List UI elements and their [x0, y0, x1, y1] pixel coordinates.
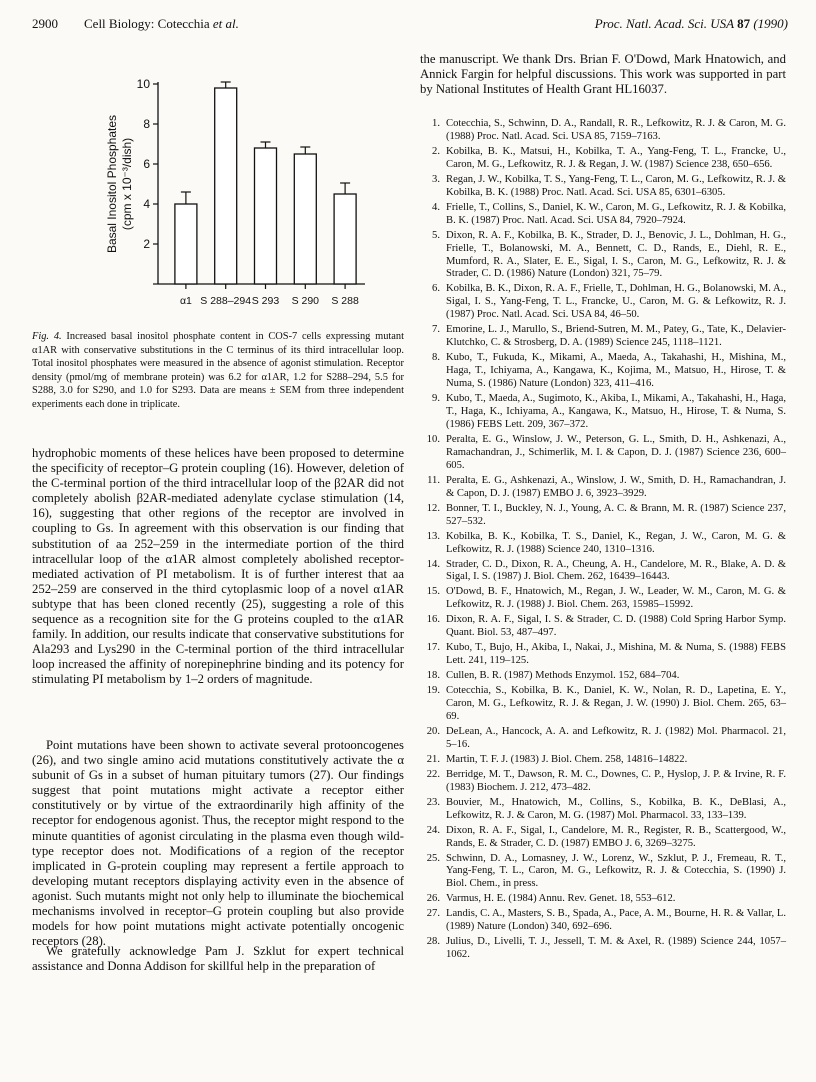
x-tick-label: α1	[179, 295, 192, 307]
reference-text: Cotecchia, S., Schwinn, D. A., Randall, R. R., Lefkowitz, R. J. & Caron, M. G. (1988) Proc. Natl. Acad. Sci. USA 85, 7159–7163.	[446, 118, 786, 142]
reference-item	[424, 586, 786, 612]
reference-item	[424, 614, 786, 640]
reference-number: 11.	[427, 474, 440, 486]
reference-number: 21.	[426, 753, 440, 765]
figure-caption	[32, 330, 404, 412]
running-header	[32, 16, 788, 36]
reference-item	[424, 754, 786, 767]
reference-number: 13.	[426, 530, 440, 542]
bar-4	[334, 194, 356, 284]
reference-item	[424, 825, 786, 851]
reference-number: 16.	[426, 614, 440, 626]
reference-item	[424, 893, 786, 906]
acknowledgment-right: the manuscript. We thank Drs. Brian F. O'Dowd, Mark Hnatowich, and Annick Fargin for helpful discussions. This work was supported in part by National Institutes of Health Grant HL16037.	[420, 52, 786, 97]
figure-label: Fig. 4.	[32, 331, 62, 342]
reference-text: Peralta, E. G., Ashkenazi, A., Winslow, J. W., Smith, D. H., Ramachandran, J. & Capon, D. J. (1987) EMBO J. 6, 3923–3929.	[446, 474, 786, 499]
section-title: Cell Biology: Cotecchia et al.	[84, 16, 239, 31]
x-tick-label: S 288–294	[200, 295, 252, 307]
reference-number: 4.	[432, 201, 440, 213]
reference-item	[424, 726, 786, 752]
figure-4-chart	[80, 74, 380, 324]
reference-item	[424, 503, 786, 529]
reference-number: 8.	[432, 352, 440, 364]
reference-item	[424, 531, 786, 557]
reference-text: Cotecchia, S., Kobilka, B. K., Daniel, K. W., Nolan, R. D., Lapetina, E. Y., Caron, M. G., Lefkowitz, R. J. & Regan, J. W. (1990) J. Biol. Chem. 265, 63–69.	[446, 685, 786, 722]
reference-number: 28.	[426, 936, 440, 948]
y-tick-label: 2	[143, 237, 150, 251]
reference-number: 22.	[426, 768, 440, 780]
reference-number: 3.	[432, 173, 440, 185]
reference-item	[424, 559, 786, 585]
reference-text: Emorine, L. J., Marullo, S., Briend-Sutren, M. M., Patey, G., Tate, K., Delavier-Klutchko, C. & Strosberg, D. A. (1989) Science 245, 1118–1121.	[446, 324, 786, 349]
reference-number: 9.	[432, 393, 440, 405]
reference-text: Strader, C. D., Dixon, R. A., Cheung, A. H., Candelore, M. R., Blake, A. D. & Sigal, I. S. (1987) J. Biol. Chem. 262, 16439–16443.	[446, 558, 786, 583]
bar-3	[294, 154, 316, 284]
reference-text: Martin, T. F. J. (1983) J. Biol. Chem. 258, 14816–14822.	[446, 753, 688, 765]
reference-item	[424, 118, 786, 144]
reference-text: Dixon, R. A. F., Sigal, I., Candelore, M. R., Register, R. B., Scattergood, W., Rands, E. & Strader, C. D. (1987) EMBO J. 6, 3269–3275.	[446, 824, 786, 849]
journal-citation: Proc. Natl. Acad. Sci. USA 87 (1990)	[594, 16, 788, 31]
reference-number: 14.	[426, 558, 440, 570]
reference-text: Julius, D., Livelli, T. J., Jessell, T. M. & Axel, R. (1989) Science 244, 1057–1062.	[446, 936, 786, 961]
reference-number: 27.	[426, 908, 440, 920]
reference-text: Berridge, M. T., Dawson, R. M. C., Downes, C. P., Hyslop, J. P. & Irvine, R. F. (1983) Biochem. J. 212, 473–482.	[446, 768, 786, 793]
reference-text: Kobilka, B. K., Dixon, R. A. F., Frielle, T., Dohlman, H. G., Bolanowski, M. A., Sigal, I. S., Yang-Feng, T. L., Francke, U., Caron, M. G. & Lefkowitz, R. J. (1987) Proc. Natl. Acad. Sci. USA 84, 46–50.	[446, 283, 786, 321]
page-number: 2900	[32, 16, 58, 31]
reference-item	[424, 936, 786, 962]
reference-number: 25.	[426, 852, 440, 864]
reference-item	[424, 202, 786, 228]
reference-text: Kobilka, B. K., Kobilka, T. S., Daniel, K., Regan, J. W., Caron, M. G. & Lefkowitz, R. J. (1988) Science 240, 1310–1316.	[446, 530, 786, 555]
reference-number: 6.	[432, 283, 440, 295]
reference-item	[424, 230, 786, 282]
y-tick-label: 8	[143, 117, 150, 131]
reference-text: Peralta, E. G., Winslow, J. W., Peterson, G. L., Smith, D. H., Ashkenazi, A., Ramachandran, J., Schimerlik, M. I. & Capon, D. J. (1987) Science 236, 600–605.	[446, 433, 786, 471]
reference-number: 19.	[426, 685, 440, 697]
reference-item	[424, 475, 786, 501]
reference-number: 1.	[432, 118, 440, 129]
reference-number: 7.	[432, 324, 440, 336]
reference-number: 18.	[426, 670, 440, 682]
reference-number: 24.	[426, 824, 440, 836]
y-tick-label: 10	[136, 77, 150, 91]
caption-text: Increased basal inositol phosphate content in COS-7 cells expressing mutant α1AR with conservative substitutions in the C terminus of its third intracellular loop. Total inositol phosphates were measured in the absence of agonist stimulation. Receptor density (pmol/mg of membrane protein) was 6.2 for α1AR, 1.2 for S288–294, 5.5 for S288, 3.0 for S290, and 1.0 for S293. Data are means ± SEM from three independent experiments each done in triplicate.	[32, 331, 404, 410]
reference-text: Landis, C. A., Masters, S. B., Spada, A., Pace, A. M., Bourne, H. R. & Vallar, L. (1989) Nature (London) 340, 692–696.	[446, 908, 786, 933]
reference-item	[424, 685, 786, 724]
reference-item	[424, 797, 786, 823]
x-tick-label: S 293	[251, 295, 280, 307]
reference-text: Cullen, B. R. (1987) Methods Enzymol. 152, 684–704.	[446, 670, 680, 682]
reference-text: Dixon, R. A. F., Kobilka, B. K., Strader, D. J., Benovic, J. L., Dohlman, H. G., Frielle, T., Bolanowski, M. A., Bennett, C. D., Rands, E., Diehl, R. E., Mumford, R. A., Slater, E. E., Sigal, I. S., Caron, M. G., Lefkowitz, R. J. & Strader, C. D. (1986) Nature (London) 321, 75–79.	[446, 229, 786, 280]
reference-text: Kubo, T., Maeda, A., Sugimoto, K., Akiba, I., Mikami, A., Takahashi, H., Haga, T., Haga, K., Ichiyama, A., Kangawa, K., Matsuo, H., Hirose, T. & Numa, S. (1986) FEBS Lett. 209, 367–372.	[446, 393, 786, 430]
acknowledgment-left	[32, 944, 404, 974]
reference-number: 5.	[432, 229, 440, 241]
discussion-paragraph-2	[32, 738, 404, 949]
y-axis-label: Basal Inositol Phosphates	[105, 114, 119, 254]
reference-number: 26.	[426, 893, 440, 905]
reference-text: O'Dowd, B. F., Hnatowich, M., Regan, J. W., Leader, W. M., Caron, M. G. & Lefkowitz, R. J. (1988) J. Biol. Chem. 263, 15985–15992.	[446, 586, 786, 611]
reference-item	[424, 908, 786, 934]
bar-2	[255, 148, 277, 284]
bar-0	[175, 204, 197, 284]
reference-text: Bouvier, M., Hnatowich, M., Collins, S., Kobilka, B. K., DeBlasi, A., Lefkowitz, R. J. & Caron, M. G. (1987) Mol. Pharmacol. 33, 133–139.	[446, 796, 786, 821]
reference-text: Dixon, R. A. F., Sigal, I. S. & Strader, C. D. (1988) Cold Spring Harbor Symp. Quant. Biol. 53, 487–497.	[446, 614, 786, 639]
reference-number: 12.	[426, 502, 440, 514]
reference-number: 10.	[426, 433, 440, 445]
paragraph-text: hydrophobic moments of these helices have been proposed to determine the specificity of receptor–G protein coupling (16). However, deletion of the C-terminal portion of the third intracellular loop of the β2AR did not completely abolish β2AR-mediated adenylate cyclase stimulation (14, 16), suggesting that other regions of the receptor are involved in coupling to Gs. In agreement with this observation is our finding that substitution of aa 252–259 in the intermediate portion of the third intracellular loop of the α1AR almost completely abolished receptor-mediated activation of PI metabolism. It is of further interest that aa 252–259 are conserved in the third cytoplasmic loop of a novel α1AR subtype that has been cloned recently (25), suggesting a role of this sequence as a recognition site for the G proteins coupled to the α1AR family. In addition, our results indicate that conservative substitutions for Ala293 and Lys290 in the C-terminal portion of the third intracellular loop increased the affinity of norepinephrine binding and its potency for stimulating PI metabolism by 1–2 orders of magnitude.	[32, 446, 404, 687]
reference-number: 20.	[426, 725, 440, 737]
reference-list	[424, 118, 786, 964]
reference-item	[424, 352, 786, 391]
reference-number: 15.	[426, 586, 440, 598]
reference-item	[424, 393, 786, 432]
reference-number: 2.	[432, 145, 440, 157]
y-tick-label: 4	[143, 197, 150, 211]
reference-text: Kobilka, B. K., Matsui, H., Kobilka, T. A., Yang-Feng, T. L., Francke, U., Caron, M. G., Lefkowitz, R. J. & Regan, J. W. (1987) Science 238, 650–656.	[446, 145, 786, 170]
x-tick-label: S 290	[291, 295, 320, 307]
reference-text: Kubo, T., Fukuda, K., Mikami, A., Maeda, A., Takahashi, H., Mishina, M., Haga, T., Ichiyama, A., Kangawa, K., Kojima, M., Matsuo, H., Hirose, T. & Numa, S. (1986) Nature (London) 323, 411–416.	[446, 352, 786, 390]
reference-number: 23.	[426, 796, 440, 808]
reference-text: Frielle, T., Collins, S., Daniel, K. W., Caron, M. G., Lefkowitz, R. J. & Kobilka, B. K. (1987) Proc. Natl. Acad. Sci. USA 84, 7920–7924.	[446, 201, 786, 226]
reference-item	[424, 853, 786, 892]
reference-text: Schwinn, D. A., Lomasney, J. W., Lorenz, W., Szklut, P. J., Fremeau, R. T., Yang-Feng, T. L., Caron, M. G., Lefkowitz, R. J. & Cotecchia, S. (1990) J. Biol. Chem., in press.	[446, 852, 786, 890]
x-tick-label: S 288	[331, 295, 359, 307]
reference-text: DeLean, A., Hancock, A. A. and Lefkowitz, R. J. (1982) Mol. Pharmacol. 21, 5–16.	[446, 725, 786, 750]
reference-item	[424, 146, 786, 172]
reference-item	[424, 174, 786, 200]
reference-item	[424, 324, 786, 350]
reference-item	[424, 283, 786, 322]
reference-text: Varmus, H. E. (1984) Annu. Rev. Genet. 18, 553–612.	[446, 893, 676, 905]
bar-chart	[80, 74, 380, 324]
reference-number: 17.	[426, 642, 440, 654]
reference-text: Regan, J. W., Kobilka, T. S., Yang-Feng, T. L., Caron, M. G., Lefkowitz, R. J. & Kobilka, B. K. (1988) Proc. Natl. Acad. Sci. USA 85, 6301–6305.	[446, 173, 786, 198]
paragraph-text: Point mutations have been shown to activate several protooncogenes (26), and two single amino acid mutations constitutively activate the α subunit of Gs in a subset of human pituitary tumors (27). Our findings suggest that point mutations might activate a receptor either constitutively or by virtue of the extraordinarily high affinity of the receptor for endogenous agonist. Thus, the receptor might respond to the minute quantities of agonist circulating in the plasma even though wild-type receptor does not. Modifications of a region of the receptor implicated in G-protein coupling may represent a fertile approach to developing mutant receptors displaying activity even in the absence of agonist. Such mutants might not only help to illuminate the biochemical mechanisms involved in receptor–G protein coupling but also provide models for how point mutations might activate potentially oncogenic receptors (28).	[32, 738, 404, 949]
bar-1	[215, 88, 237, 284]
y-tick-label: 6	[143, 157, 150, 171]
reference-item	[424, 434, 786, 473]
reference-text: Kubo, T., Bujo, H., Akiba, I., Nakai, J., Mishina, M. & Numa, S. (1988) FEBS Lett. 241, 119–125.	[446, 642, 786, 667]
reference-item	[424, 769, 786, 795]
reference-text: Bonner, T. I., Buckley, N. J., Young, A. C. & Brann, M. R. (1987) Science 237, 527–532.	[446, 502, 786, 527]
y-axis-label-units: (cpm x 10⁻³/dish)	[120, 137, 134, 231]
reference-item	[424, 642, 786, 668]
reference-item	[424, 670, 786, 683]
discussion-paragraph-1	[32, 446, 404, 688]
ack-text: We gratefully acknowledge Pam J. Szklut for expert technical assistance and Donna Addison for skillful help in the preparation of	[32, 944, 404, 974]
